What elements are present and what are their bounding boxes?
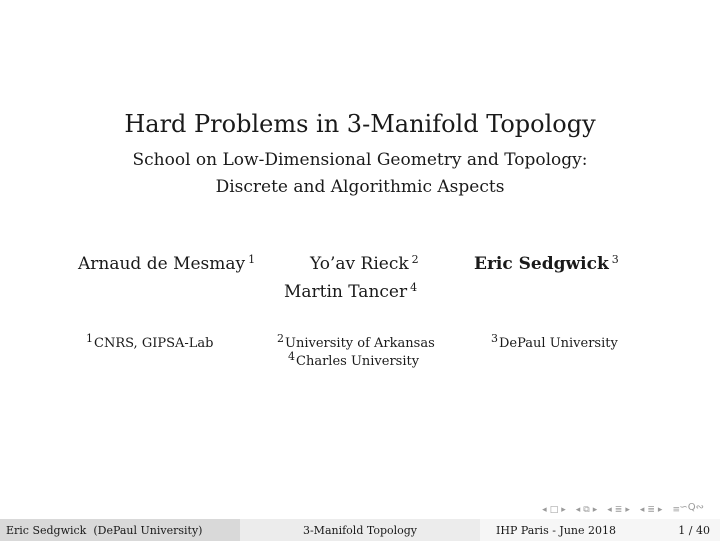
slide-icon[interactable]: □ <box>549 505 559 515</box>
nav-frame-group <box>576 505 598 515</box>
arrow-left-icon[interactable]: ◂ <box>607 505 612 515</box>
affiliation-mark: 4 <box>288 350 295 363</box>
author-mark: 4 <box>410 281 418 294</box>
arrow-left-icon[interactable]: ◂ <box>639 505 645 515</box>
affiliation-arkansas <box>277 332 435 351</box>
affiliation-mark: 2 <box>277 332 284 345</box>
nav-section-group <box>640 505 663 515</box>
footer-author-text: Eric Sedgwick (DePaul University) <box>6 523 203 537</box>
affiliation-charles <box>288 350 419 369</box>
section-icon[interactable]: ≣ <box>647 505 655 515</box>
nav-slide-group <box>542 505 566 515</box>
arrow-right-icon[interactable]: ▸ <box>592 505 598 515</box>
affiliation-name: CNRS, GIPSA-Lab <box>94 336 214 351</box>
affiliation-name: Charles University <box>296 354 420 369</box>
subsection-icon[interactable]: ≣ <box>614 505 623 515</box>
search-icon[interactable]: ∽Q∾ <box>679 502 704 513</box>
arrow-right-icon[interactable]: ▸ <box>625 505 630 515</box>
author-name: Arnaud de Mesmay <box>78 254 246 274</box>
frame-icon[interactable]: ⧉ <box>583 505 590 515</box>
author-name: Martin Tancer <box>284 282 408 302</box>
author-sedgwick <box>474 253 619 274</box>
author-tancer <box>284 281 417 302</box>
affiliation-cnrs <box>86 332 213 351</box>
slide-subtitle-line-1: School on Low-Dimensional Geometry and Topology: <box>132 150 588 170</box>
affiliation-mark: 3 <box>491 332 498 345</box>
align-icon[interactable]: ≡ <box>672 505 680 515</box>
affiliation-mark: 1 <box>86 332 93 345</box>
author-mark: 2 <box>411 253 419 266</box>
author-rieck <box>310 253 419 274</box>
author-mark: 3 <box>611 253 619 266</box>
author-mark: 1 <box>248 253 256 266</box>
affiliation-name: DePaul University <box>499 336 618 351</box>
author-mesmay <box>78 253 255 274</box>
footer-title <box>240 519 480 541</box>
slide-title: Hard Problems in 3-Manifold Topology <box>124 110 596 138</box>
footer-event-text: IHP Paris - June 2018 <box>496 523 617 537</box>
arrow-left-icon[interactable]: ◂ <box>575 505 581 515</box>
arrow-right-icon[interactable]: ▸ <box>561 505 566 515</box>
footer-author <box>0 519 240 541</box>
footer-event <box>480 519 720 541</box>
author-name: Yo’av Rieck <box>310 254 409 274</box>
author-name: Eric Sedgwick <box>474 254 609 274</box>
nav-subsection-group <box>607 505 630 515</box>
affiliation-name: University of Arkansas <box>285 336 435 351</box>
footer-title-text: 3-Manifold Topology <box>302 523 418 537</box>
footer-page-number: 1 / 40 <box>678 523 710 537</box>
affiliation-depaul <box>491 332 618 351</box>
footer-bar <box>0 519 720 541</box>
beamer-navigation <box>542 503 680 517</box>
arrow-right-icon[interactable]: ▸ <box>657 505 663 515</box>
slide-subtitle-line-2: Discrete and Algorithmic Aspects <box>215 177 505 197</box>
arrow-left-icon[interactable]: ◂ <box>542 505 547 515</box>
